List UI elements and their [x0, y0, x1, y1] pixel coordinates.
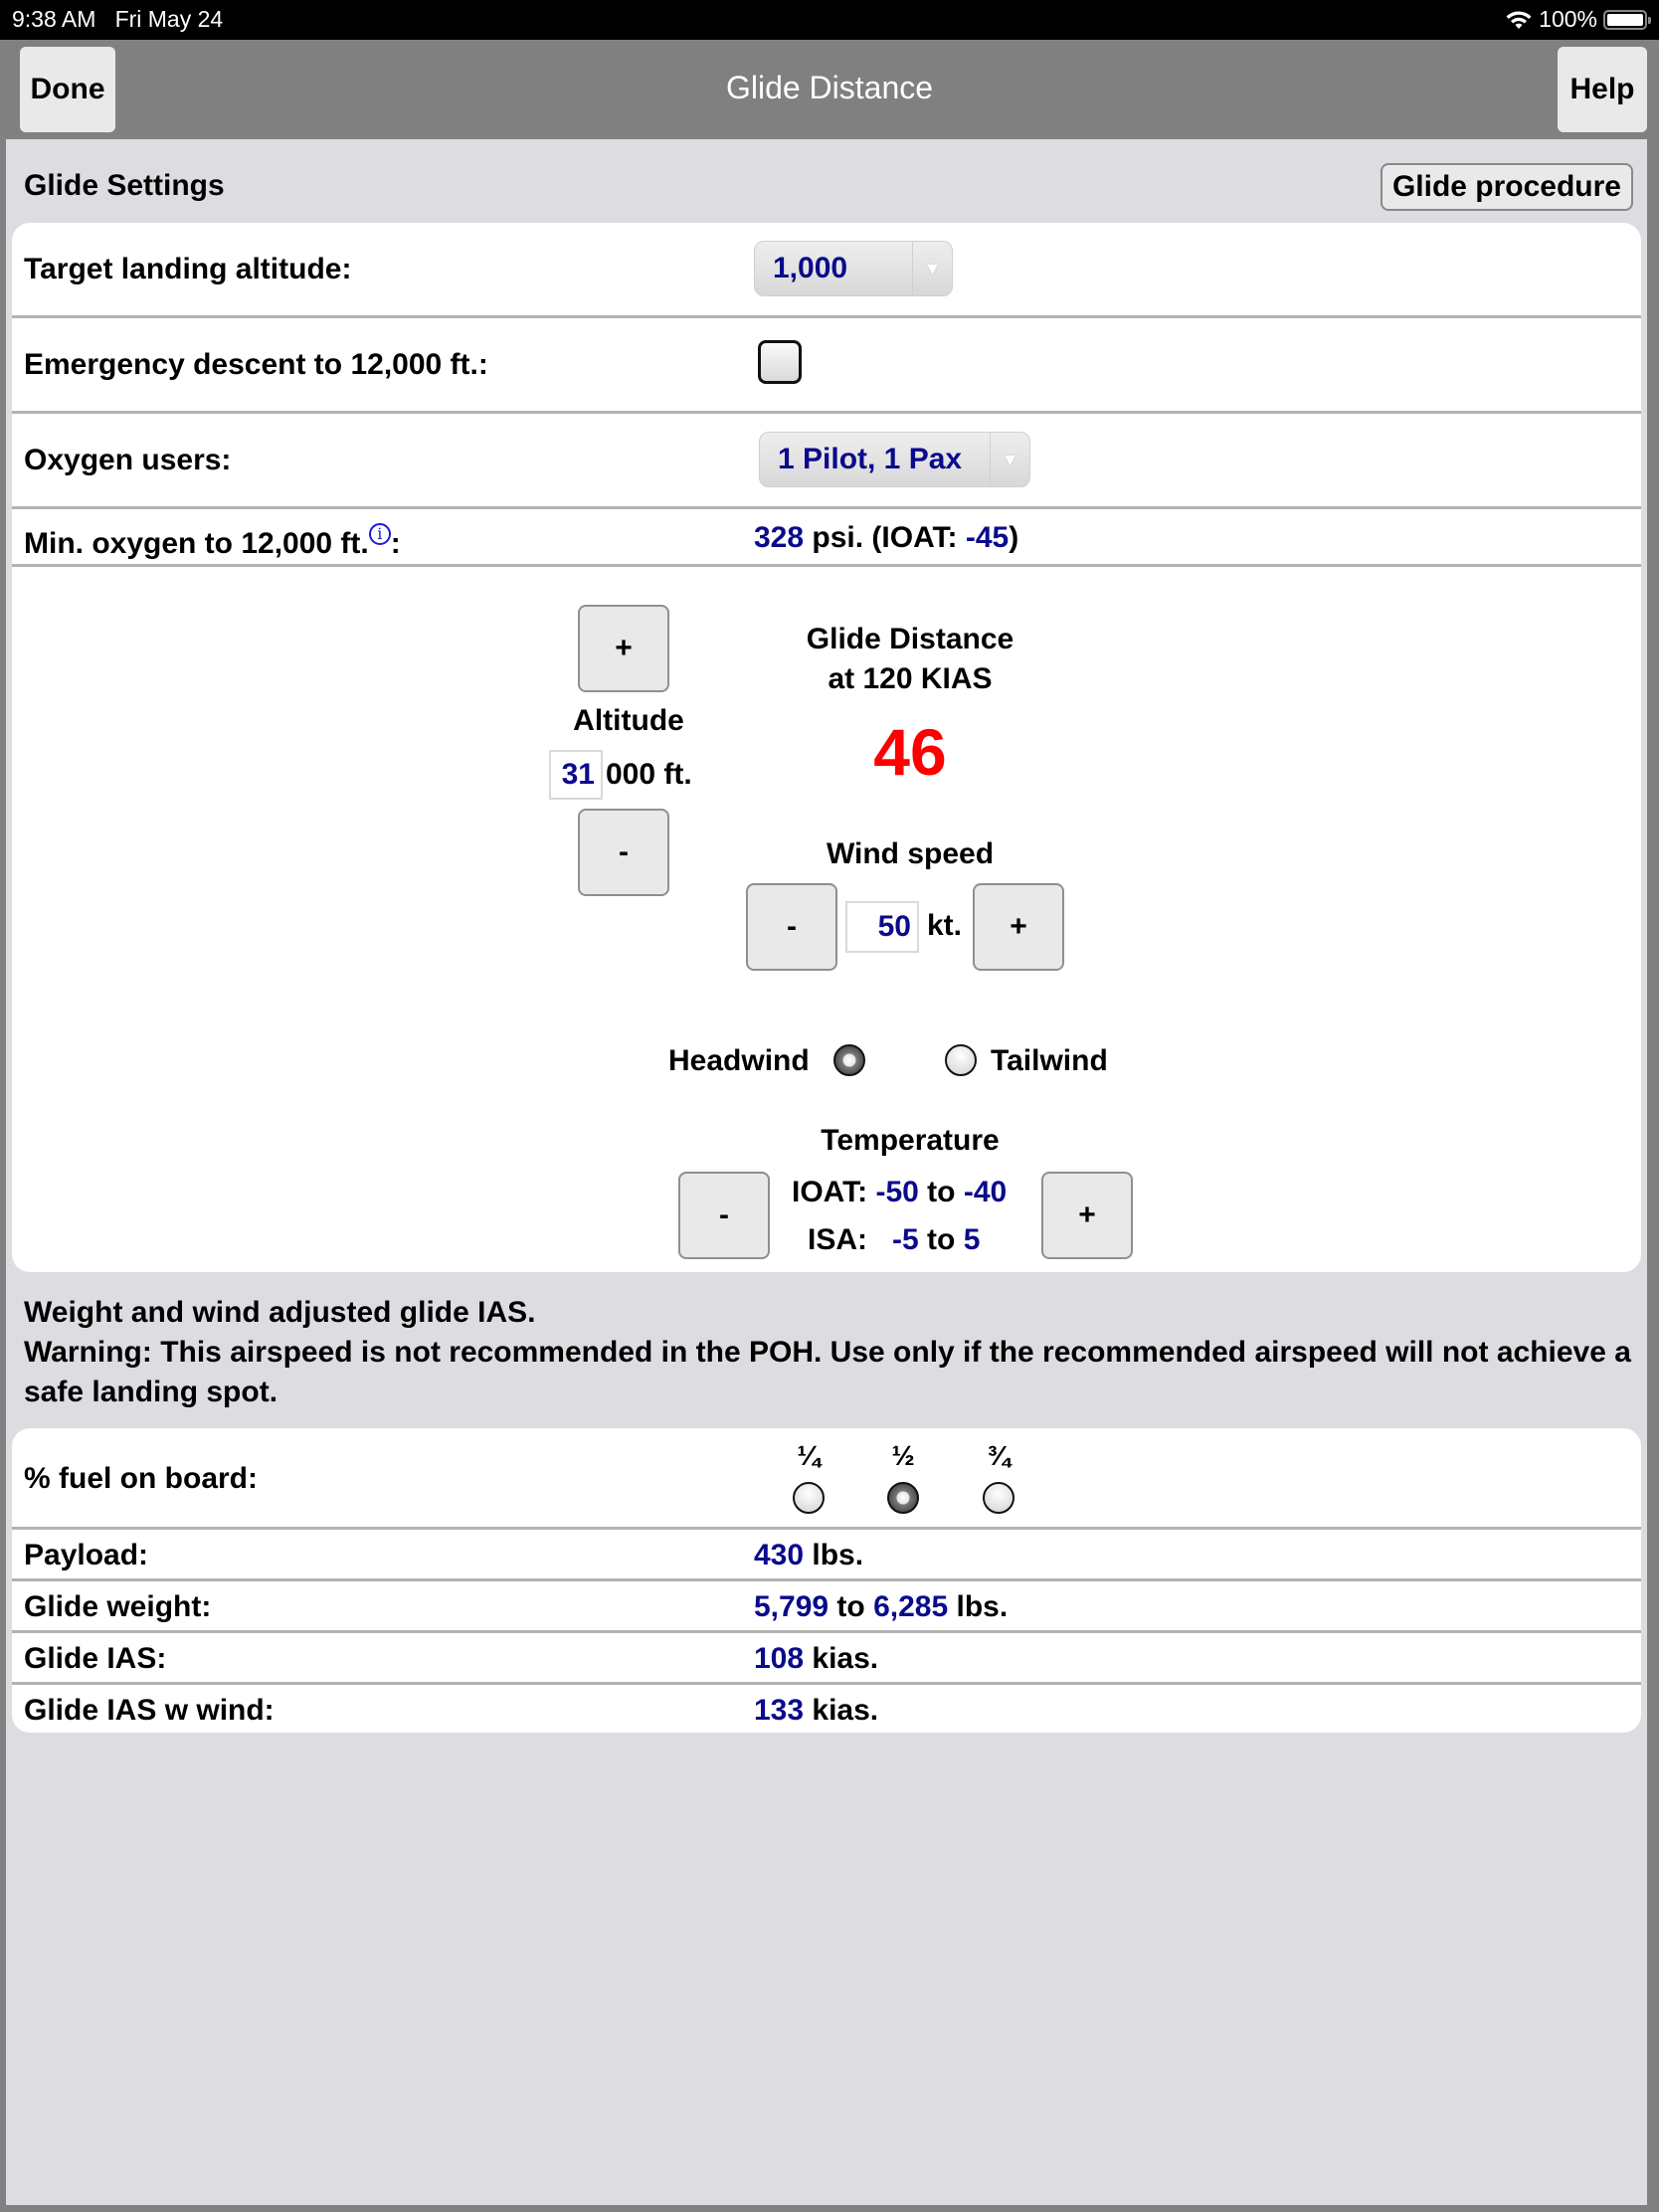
row-glide-ias — [12, 1633, 1641, 1685]
fuel-three-quarter-radio[interactable] — [983, 1482, 1014, 1514]
row-min-oxygen — [12, 509, 1641, 567]
min-oxygen-value — [754, 521, 1018, 555]
isa-from: -5 — [892, 1223, 919, 1256]
temperature-decrease-button[interactable]: - — [678, 1172, 770, 1259]
altitude-suffix: 000 ft. — [606, 758, 692, 791]
glide-ias-label: Glide IAS: — [24, 1642, 167, 1675]
glide-ias-unit: kias. — [804, 1642, 879, 1675]
ioat-from: -50 — [875, 1176, 919, 1208]
min-oxygen-label-text: Min. oxygen to 12,000 ft. — [24, 527, 369, 560]
oxygen-users-label: Oxygen users: — [24, 444, 232, 476]
glide-distance-title: Glide Distance — [806, 623, 1014, 655]
content-area — [6, 139, 1647, 2205]
headwind-radio[interactable] — [833, 1044, 865, 1076]
altitude-title: Altitude — [573, 704, 684, 737]
row-glide-weight — [12, 1581, 1641, 1633]
oxygen-users-value: 1 Pilot, 1 Pax — [778, 443, 963, 475]
wind-decrease-button[interactable]: - — [746, 883, 837, 971]
headwind-label: Headwind — [668, 1044, 810, 1077]
chevron-down-icon: ▼ — [912, 242, 952, 295]
glide-ias-warning — [24, 1293, 1635, 1412]
fuel-half-label: ½ — [891, 1440, 915, 1471]
payload-label: Payload: — [24, 1539, 149, 1571]
isa-label: ISA: — [808, 1223, 867, 1256]
min-oxygen-ioat: -45 — [965, 521, 1010, 554]
glide-distance-value: 46 — [873, 715, 947, 789]
min-oxygen-unit: psi. (IOAT: — [804, 521, 966, 554]
fuel-half-radio[interactable] — [887, 1482, 919, 1514]
glide-ias-wind-number: 133 — [754, 1694, 805, 1727]
wind-speed-input[interactable]: 50 — [845, 901, 919, 953]
isa-to: 5 — [963, 1223, 981, 1256]
glide-weight-to: 6,285 — [873, 1590, 949, 1623]
altitude-input[interactable]: 31 — [549, 750, 603, 800]
payload-unit: lbs. — [804, 1539, 864, 1571]
row-payload — [12, 1530, 1641, 1581]
fuel-quarter-label: ¼ — [797, 1440, 821, 1471]
temperature-ioat-range — [792, 1176, 1007, 1209]
glide-procedure-button[interactable]: Glide procedure — [1381, 163, 1633, 211]
info-icon[interactable]: i — [369, 523, 391, 545]
glide-settings-card — [12, 223, 1641, 1272]
status-time — [12, 6, 223, 33]
row-glide-ias-wind — [12, 1685, 1641, 1733]
glide-ias-number: 108 — [754, 1642, 805, 1675]
glide-ias-value — [754, 1642, 878, 1676]
wind-speed-unit: kt. — [927, 909, 963, 942]
min-oxygen-label — [24, 523, 401, 561]
min-oxygen-close-paren: ) — [1009, 521, 1019, 554]
emergency-descent-label: Emergency descent to 12,000 ft.: — [24, 348, 488, 381]
temperature-title: Temperature — [821, 1124, 1000, 1157]
wind-speed-title: Wind speed — [826, 837, 995, 870]
ioat-to-word: to — [927, 1176, 956, 1208]
ioat-to: -40 — [963, 1176, 1008, 1208]
warning-text: Warning: This airspeed is not recommended in the POH. Use only if the recommended airspeed will not achieve a safe landing spot. — [24, 1336, 1631, 1408]
glide-weight-unit: lbs. — [948, 1590, 1009, 1623]
row-fuel-on-board — [12, 1428, 1641, 1530]
min-oxygen-label-colon: : — [390, 527, 401, 560]
page-title: Glide Distance — [725, 70, 934, 105]
glide-weight-label: Glide weight: — [24, 1590, 212, 1623]
glide-weight-from: 5,799 — [754, 1590, 830, 1623]
target-landing-altitude-select[interactable] — [754, 241, 953, 296]
glide-ias-wind-value — [754, 1694, 878, 1728]
row-oxygen-users — [12, 414, 1641, 509]
battery-percent: 100% — [1539, 6, 1597, 32]
battery-icon — [1603, 10, 1647, 30]
fuel-three-quarter-label: ¾ — [987, 1440, 1011, 1471]
section-heading-glide-settings: Glide Settings — [24, 169, 225, 202]
clock-date: Fri May 24 — [114, 6, 224, 32]
glide-distance-subtitle: at 120 KIAS — [828, 662, 993, 695]
row-target-landing-altitude — [12, 223, 1641, 318]
status-right — [1505, 6, 1647, 33]
done-button[interactable]: Done — [20, 47, 115, 132]
payload-number: 430 — [754, 1539, 805, 1571]
warning-heading: Weight and wind adjusted glide IAS. — [24, 1296, 536, 1329]
altitude-increase-button[interactable]: + — [578, 605, 669, 692]
wifi-icon — [1505, 9, 1533, 31]
fuel-on-board-label: % fuel on board: — [24, 1462, 258, 1495]
payload-value — [754, 1539, 863, 1572]
target-landing-altitude-value: 1,000 — [773, 252, 848, 284]
weight-card — [12, 1428, 1641, 1733]
clock-time: 9:38 AM — [12, 6, 96, 32]
temperature-isa-range — [808, 1223, 980, 1257]
wind-increase-button[interactable]: + — [973, 883, 1064, 971]
isa-to-word: to — [927, 1223, 956, 1256]
tailwind-label: Tailwind — [991, 1044, 1108, 1077]
ioat-label: IOAT: — [792, 1176, 868, 1208]
glide-weight-to-word: to — [829, 1590, 874, 1623]
oxygen-users-select[interactable] — [759, 432, 1030, 487]
tailwind-radio[interactable] — [945, 1044, 977, 1076]
emergency-descent-checkbox[interactable] — [758, 340, 802, 384]
fuel-quarter-radio[interactable] — [793, 1482, 825, 1514]
altitude-decrease-button[interactable]: - — [578, 809, 669, 896]
row-emergency-descent — [12, 318, 1641, 414]
nav-bar — [0, 40, 1659, 139]
glide-ias-wind-unit: kias. — [804, 1694, 879, 1727]
status-bar — [0, 0, 1659, 40]
help-button[interactable]: Help — [1558, 47, 1647, 132]
temperature-increase-button[interactable]: + — [1041, 1172, 1133, 1259]
glide-ias-wind-label: Glide IAS w wind: — [24, 1694, 275, 1727]
glide-weight-value — [754, 1590, 1008, 1624]
target-landing-altitude-label: Target landing altitude: — [24, 253, 352, 285]
min-oxygen-psi: 328 — [754, 521, 805, 554]
chevron-down-icon: ▼ — [990, 433, 1029, 486]
